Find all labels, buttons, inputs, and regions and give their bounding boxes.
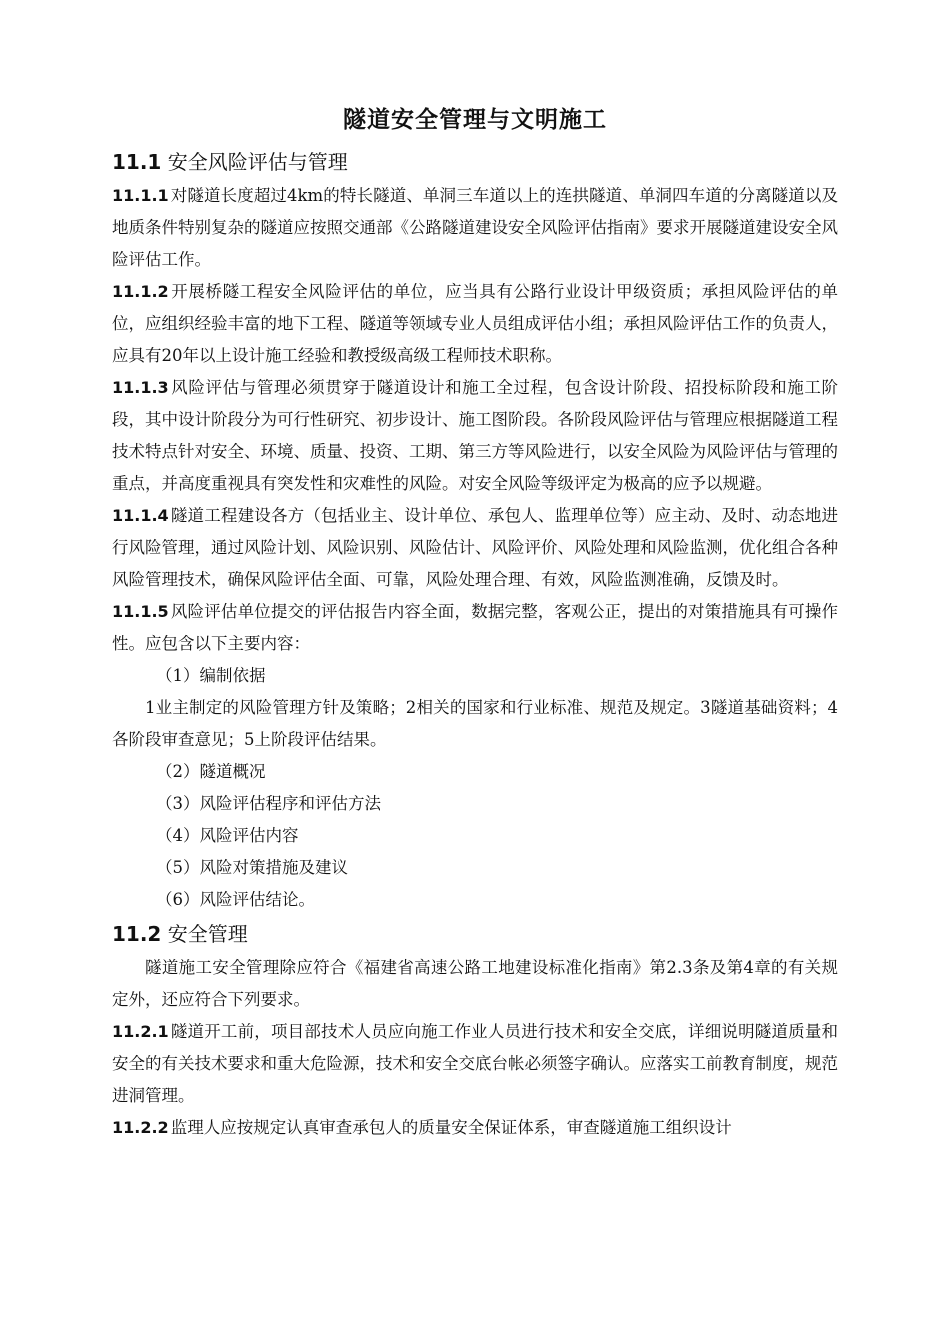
section-number: 11.1 — [112, 150, 162, 174]
list-item: （5）风险对策措施及建议 — [156, 858, 348, 877]
clause-text: 对隧道长度超过4km的特长隧道、单洞三车道以上的连拱隧道、单洞四车道的分离隧道以及地质条件特别复杂的隧道应按照交通部《公路隧道建设安全风险评估指南》要求开展隧道建设安全风险评估工作。 — [112, 186, 838, 269]
clause-11-2-2 — [112, 1112, 838, 1144]
clause-number: 11.1.1 — [112, 186, 169, 205]
clause-number: 11.1.3 — [112, 378, 169, 397]
clause-11-1-5 — [112, 596, 838, 660]
document-title: 隧道安全管理与文明施工 — [343, 106, 607, 133]
clause-text: 开展桥隧工程安全风险评估的单位，应当具有公路行业设计甲级资质；承担风险评估的单位，应组织经验丰富的地下工程、隧道等领域专业人员组成评估小组；承担风险评估工作的负责人，应具有20年以上设计施工经验和教授级高级工程师技术职称。 — [112, 282, 838, 365]
clause-text: 风险评估与管理必须贯穿于隧道设计和施工全过程，包含设计阶段、招投标阶段和施工阶段，其中设计阶段分为可行性研究、初步设计、施工图阶段。各阶段风险评估与管理应根据隧道工程技术特点针对安全、环境、质量、投资、工期、第三方等风险进行，以安全风险为风险评估与管理的重点，并高度重视具有突发性和灾难性的风险。对安全风险等级评定为极高的应予以规避。 — [112, 378, 838, 493]
section-heading-11-2 — [112, 916, 838, 952]
section-intro: 隧道施工安全管理除应符合《福建省高速公路工地建设标准化指南》第2.3条及第4章的有关规定外，还应符合下列要求。 — [112, 958, 838, 1009]
clause-text: 监理人应按规定认真审查承包人的质量安全保证体系，审查隧道施工组织设计 — [170, 1118, 732, 1137]
list-item: （1）编制依据 — [156, 666, 266, 685]
clause-11-2-1 — [112, 1016, 838, 1112]
section-title: 安全管理 — [167, 922, 248, 946]
clause-11-1-4 — [112, 500, 838, 596]
list-item-detail: 1业主制定的风险管理方针及策略；2相关的国家和行业标准、规范及规定。3隧道基础资料；4各阶段审查意见；5上阶段评估结果。 — [112, 698, 838, 749]
section-number: 11.2 — [112, 922, 162, 946]
clause-text: 隧道工程建设各方（包括业主、设计单位、承包人、监理单位等）应主动、及时、动态地进行风险管理，通过风险计划、风险识别、风险估计、风险评价、风险处理和风险监测，优化组合各种风险管理技术，确保风险评估全面、可靠，风险处理合理、有效，风险监测准确，反馈及时。 — [112, 506, 838, 589]
clause-number: 11.1.4 — [112, 506, 169, 525]
clause-number: 11.2.2 — [112, 1118, 169, 1137]
clause-11-1-3 — [112, 372, 838, 500]
list-item: （2）隧道概况 — [156, 762, 266, 781]
list-item: （3）风险评估程序和评估方法 — [156, 794, 381, 813]
clause-11-1-2 — [112, 276, 838, 372]
clause-number: 11.2.1 — [112, 1022, 169, 1041]
clause-number: 11.1.2 — [112, 282, 169, 301]
clause-11-1-1 — [112, 180, 838, 276]
section-title: 安全风险评估与管理 — [167, 150, 348, 174]
list-item: （6）风险评估结论。 — [156, 890, 315, 909]
clause-text: 风险评估单位提交的评估报告内容全面，数据完整，客观公正，提出的对策措施具有可操作性。应包含以下主要内容： — [112, 602, 838, 653]
list-item: （4）风险评估内容 — [156, 826, 299, 845]
clause-number: 11.1.5 — [112, 602, 169, 621]
section-heading-11-1 — [112, 144, 838, 180]
clause-text: 隧道开工前，项目部技术人员应向施工作业人员进行技术和安全交底，详细说明隧道质量和安全的有关技术要求和重大危险源，技术和安全交底台帐必须签字确认。应落实工前教育制度，规范进洞管理。 — [112, 1022, 838, 1105]
